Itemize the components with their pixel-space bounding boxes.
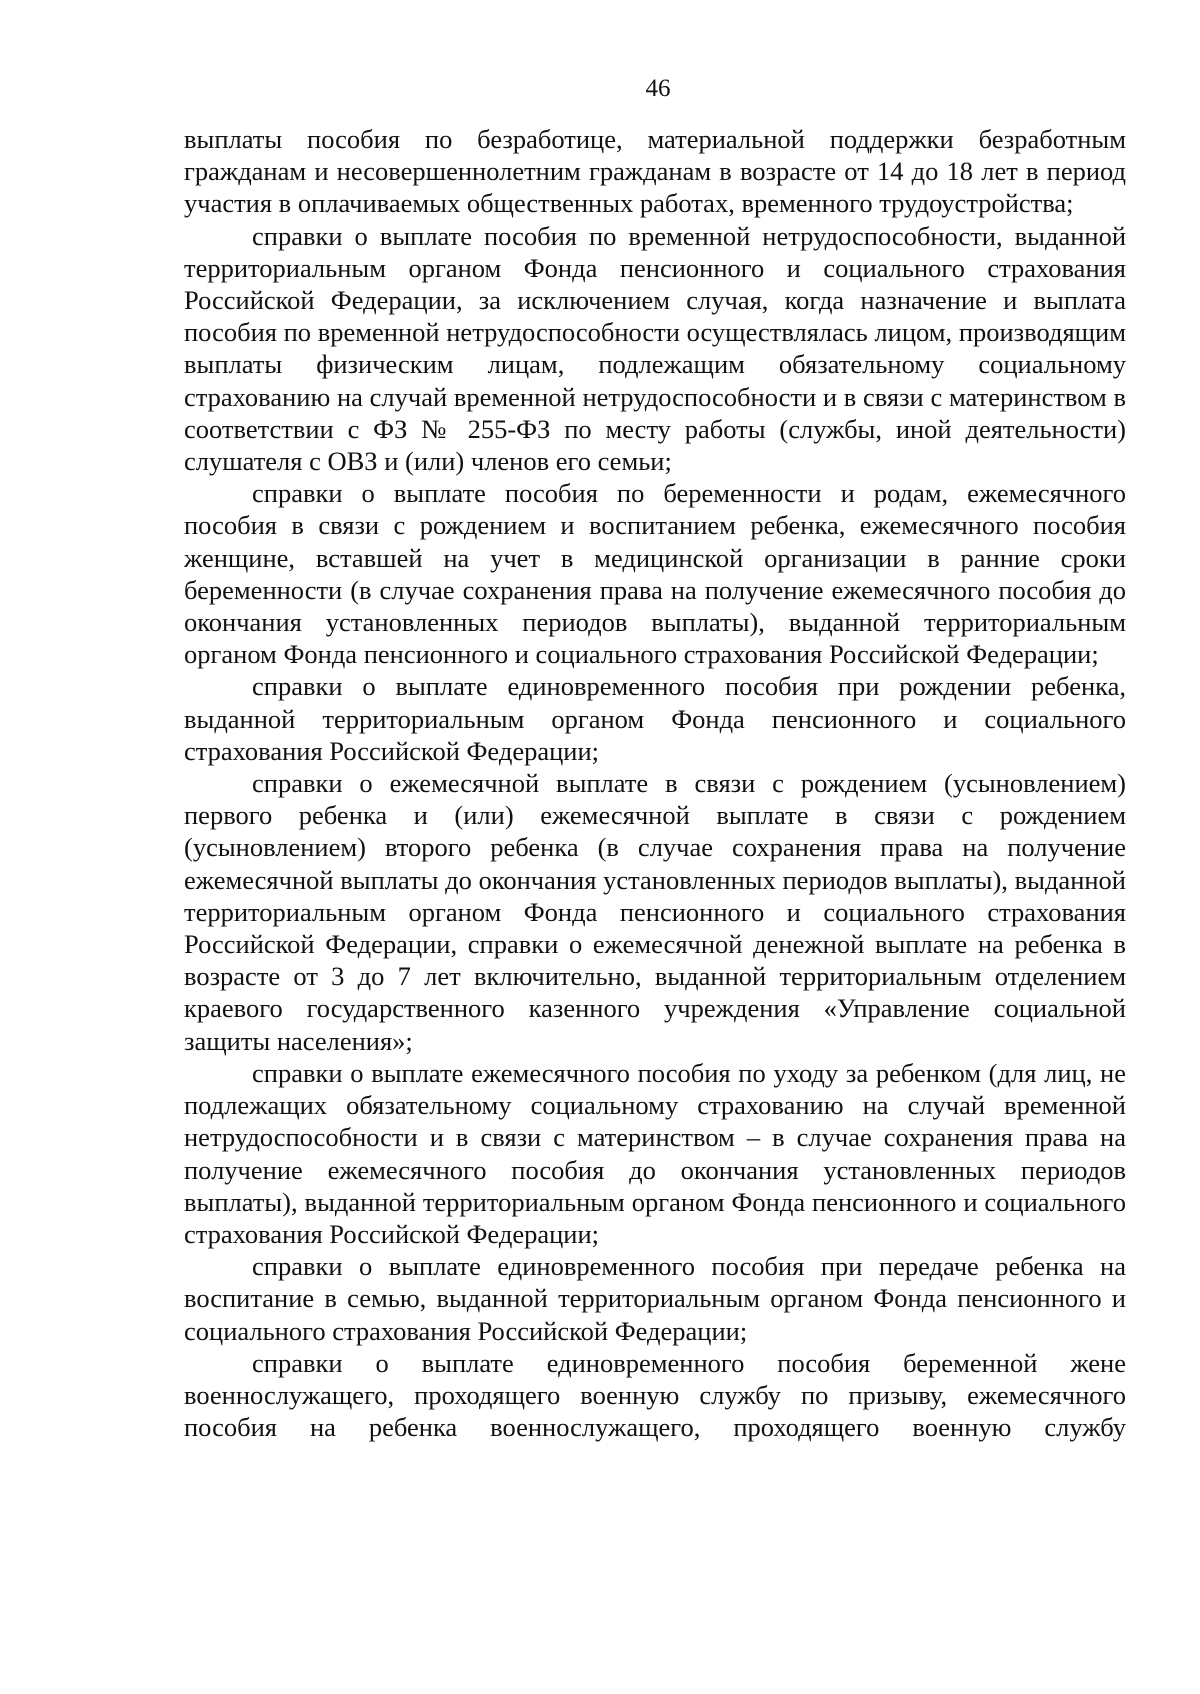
paragraph-maternity-benefits-certificate: справки о выплате пособия по беременности и родам, ежемесячного пособия в связи с рождением и воспитанием ребенка, ежемесячного пособия женщине, вставшей на учет в медицинской организации в ранние сроки беременности (в случае сохранения права на получение ежемесячного пособия до окончания установленных периодов выплаты), выданной территориальным органом Фонда пенсионного и социального страхования Российской Федерации; xyxy=(184,478,1126,670)
paragraph-foster-placement-certificate: справки о выплате единовременного пособия при передаче ребенка на воспитание в семью, выданной территориальным органом Фонда пенсионного и социального страхования Российской Федерации; xyxy=(184,1251,1126,1346)
page-number: 46 xyxy=(645,75,671,102)
paragraph-temporary-disability-certificate: справки о выплате пособия по временной нетрудоспособности, выданной территориальным органом Фонда пенсионного и социального страхования Российской Федерации, за исключением случая, когда назначение и выплата пособия по временной нетрудоспособности осуществлялась лицом, производящим выплаты физическим лицам, подлежащим обязательному социальному страхованию на случай временной нетрудоспособности и в связи с материнством в соответствии с ФЗ № 255-ФЗ по месту работы (службы, иной деятельности) слушателя с ОВЗ и (или) членов его семьи; xyxy=(184,220,1126,477)
paragraph-birth-lump-sum-certificate: справки о выплате единовременного пособия при рождении ребенка, выданной территориальным органом Фонда пенсионного и социального страхования Российской Федерации; xyxy=(184,671,1126,766)
paragraph-childcare-allowance-certificate: справки о выплате ежемесячного пособия по уходу за ребенком (для лиц, не подлежащих обязательному социальному страхованию на случай временной нетрудоспособности и в связи с материнством – в случае сохранения права на получение ежемесячного пособия до окончания установленных периодов выплаты), выданной территориальным органом Фонда пенсионного и социального страхования Российской Федерации; xyxy=(184,1057,1126,1249)
paragraph-unemployment-benefits: выплаты пособия по безработице, материальной поддержки безработным гражданам и несовершеннолетним гражданам в возрасте от 14 до 18 лет в период участия в оплачиваемых общественных работах, временного трудоустройства; xyxy=(184,124,1126,219)
document-body xyxy=(184,123,1126,1443)
paragraph-monthly-child-payment-certificate: справки о ежемесячной выплате в связи с рождением (усыновлением) первого ребенка и (или) ежемесячной выплате в связи с рождением (усыновлением) второго ребенка (в случае сохранения права на получение ежемесячной выплаты до окончания установленных периодов выплаты), выданной территориальным органом Фонда пенсионного и социального страхования Российской Федерации, справки о ежемесячной денежной выплате на ребенка в возрасте от 3 до 7 лет включительно, выданной территориальным отделением краевого государственного казенного учреждения «Управление социальной защиты населения»; xyxy=(184,768,1126,1056)
paragraph-military-spouse-certificate: справки о выплате единовременного пособия беременной жене военнослужащего, проходящего военную службу по призыву, ежемесячного пособия на ребенка военнослужащего, проходящего военную службу xyxy=(184,1347,1126,1443)
